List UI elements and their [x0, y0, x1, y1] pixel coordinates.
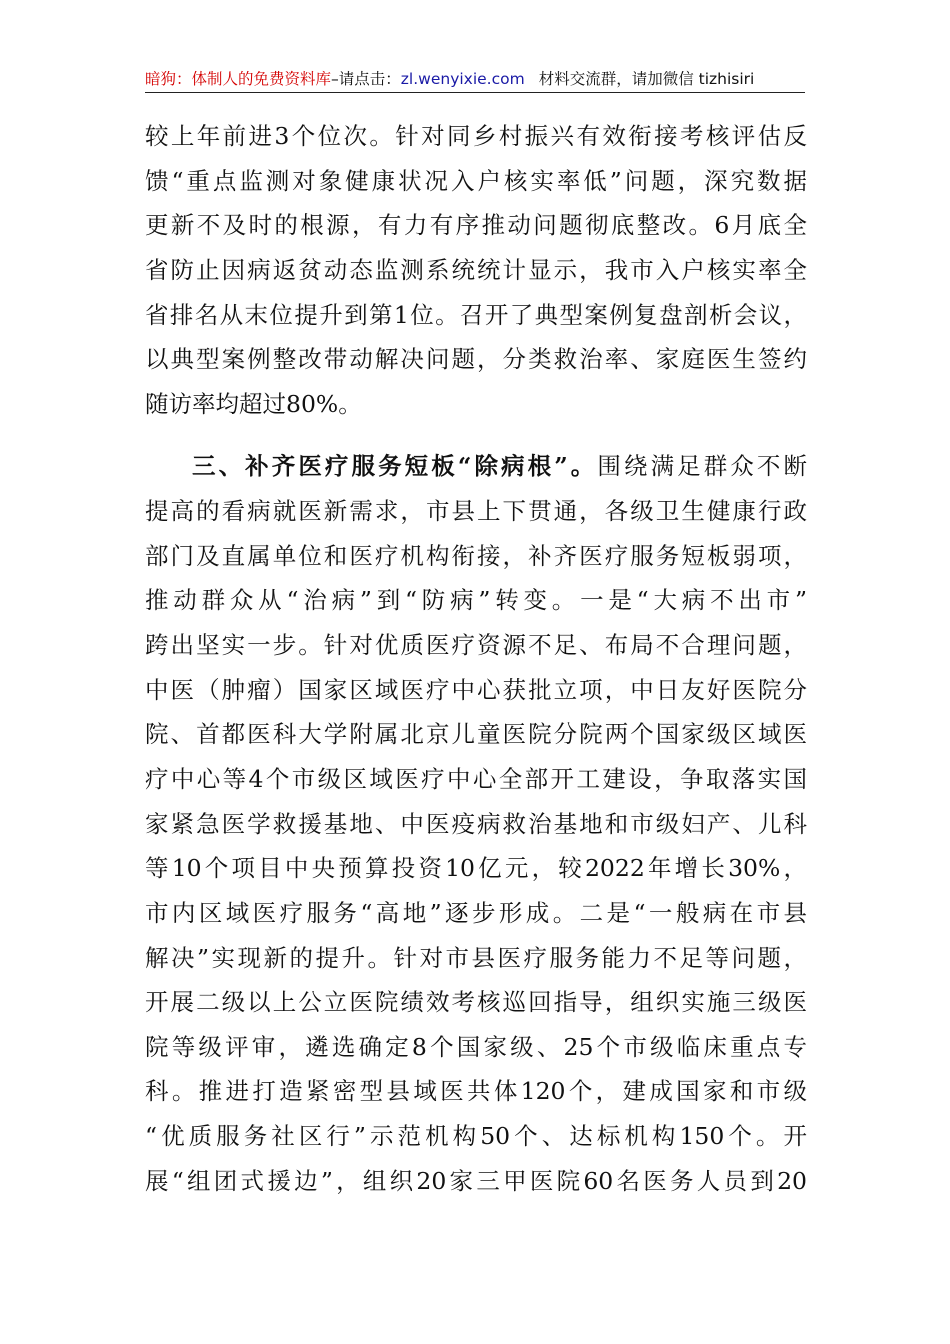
page-header — [145, 66, 805, 93]
text-line: 随访率均超过80%。 — [145, 389, 362, 418]
text-line: 展“组团式援边”，组织20家三甲医院60名医务人员到20 — [145, 1166, 807, 1195]
text-span: 围绕满足群众不断 — [597, 452, 807, 481]
header-website-link[interactable]: zl.wenyixie.com — [400, 70, 525, 88]
text-line: 较上年前进3个位次。针对同乡村振兴有效衔接考核评估反 — [145, 122, 807, 150]
document-body — [145, 114, 807, 1203]
text-line: 院等级评审，遴选确定8个国家级、25个市级临床重点专 — [145, 1032, 807, 1061]
paragraph-2 — [145, 444, 807, 1203]
header-link-prefix: –请点击： — [331, 70, 401, 88]
text-line: 跨出坚实一步。针对优质医疗资源不足、布局不合理问题， — [145, 631, 807, 660]
text-line: 提高的看病就医新需求，市县上下贯通，各级卫生健康行政 — [145, 497, 807, 526]
text-line: 市内区域医疗服务“高地”逐步形成。二是“一般病在市县 — [145, 898, 807, 927]
header-contact-text: 材料交流群，请加微信 tizhisiri — [538, 70, 755, 88]
text-line: 省排名从末位提升到第1位。召开了典型案例复盘剖析会议， — [145, 300, 807, 329]
text-line: 部门及直属单位和医疗机构衔接，补齐医疗服务短板弱项， — [145, 541, 807, 570]
text-line: 更新不及时的根源，有力有序推动问题彻底整改。6月底全 — [145, 211, 807, 240]
text-line: 解决”实现新的提升。针对市县医疗服务能力不足等问题， — [145, 943, 807, 972]
text-line: “优质服务社区行”示范机构50个、达标机构150个。开 — [145, 1122, 807, 1151]
text-line: 馈“重点监测对象健康状况入户核实率低”问题，深究数据 — [145, 166, 807, 195]
text-line: 以典型案例整改带动解决问题，分类救治率、家庭医生签约 — [145, 345, 807, 374]
text-line: 院、首都医科大学附属北京儿童医院分院两个国家级区域医 — [145, 720, 807, 749]
text-line: 开展二级以上公立医院绩效考核巡回指导，组织实施三级医 — [145, 988, 807, 1017]
section-heading: 三、补齐医疗服务短板“除病根”。 — [192, 452, 598, 481]
text-line: 科。推进打造紧密型县域医共体120个，建成国家和市级 — [145, 1077, 807, 1106]
section-heading-line — [145, 444, 807, 489]
text-line: 疗中心等4个市级区域医疗中心全部开工建设，争取落实国 — [145, 764, 807, 793]
text-line: 等10个项目中央预算投资10亿元，较2022年增长30%， — [145, 854, 807, 883]
header-promo-text: 暗狗：体制人的免费资料库 — [145, 70, 332, 88]
text-line: 推动群众从“治病”到“防病”转变。一是“大病不出市” — [145, 586, 807, 615]
text-line: 家紧急医学救援基地、中医疫病救治基地和市级妇产、儿科 — [145, 809, 807, 838]
text-line: 中医（肿瘤）国家区域医疗中心获批立项，中日友好医院分 — [145, 675, 807, 704]
paragraph-1 — [145, 114, 807, 426]
text-line: 省防止因病返贫动态监测系统统计显示，我市入户核实率全 — [145, 255, 807, 284]
